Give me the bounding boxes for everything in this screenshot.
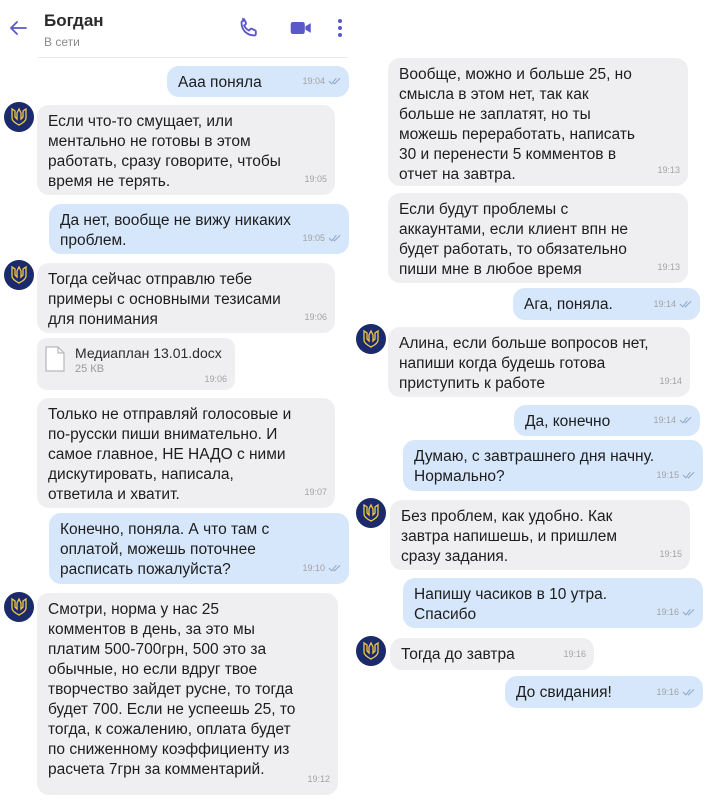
message-bubble[interactable]	[390, 638, 594, 670]
double-check-icon	[682, 688, 695, 696]
message-bubble[interactable]	[167, 66, 349, 97]
message-text: Если будут проблемы с аккаунтами, если клиент впн не будет работать, то обязательно пиши мне в любое время	[399, 201, 629, 278]
message-time: 19:15	[659, 549, 682, 559]
more-vertical-icon[interactable]	[328, 15, 352, 41]
trident-icon	[10, 107, 28, 127]
message-text: Только не отправляй голосовые и по-русски пиши внимательно. И самое главное, НЕ НАДО с ними дискутировать, написала, ответила и хватит.	[48, 406, 292, 503]
message-bubble[interactable]	[388, 58, 688, 186]
message-bubble[interactable]	[49, 204, 349, 254]
message-bubble[interactable]	[388, 327, 690, 397]
message-time: 19:16	[656, 607, 679, 617]
message-text: Напишу часиков в 10 утра. Спасибо	[414, 586, 608, 623]
message-time: 19:14	[653, 415, 676, 425]
file-size: 25 КВ	[75, 363, 105, 375]
message-text: Ага, поняла.	[524, 296, 613, 313]
message-bubble[interactable]	[403, 440, 703, 491]
message-time: 19:15	[656, 470, 679, 480]
double-check-icon	[679, 300, 692, 308]
contact-name[interactable]: Богдан	[44, 11, 104, 30]
contact-status: В сети	[44, 35, 80, 49]
message-time: 19:13	[657, 165, 680, 175]
trident-icon	[10, 265, 28, 285]
message-bubble[interactable]	[37, 105, 335, 195]
message-time: 19:14	[659, 376, 682, 386]
double-check-icon	[328, 77, 341, 85]
message-text: Думаю, с завтрашнего дня начну. Нормально?	[414, 448, 655, 485]
message-time: 19:07	[304, 487, 327, 497]
message-bubble[interactable]	[37, 593, 338, 795]
message-bubble[interactable]	[49, 513, 349, 584]
file-name: Медиаплан 13.01.docx	[75, 345, 222, 361]
double-check-icon	[682, 608, 695, 616]
message-time: 19:05	[302, 233, 325, 243]
message-text: Если что-то смущает, или ментально не готовы в этом работать, сразу говорите, чтобы время не терять.	[48, 113, 281, 190]
trident-icon	[362, 641, 380, 661]
message-time: 19:14	[653, 299, 676, 309]
message-text: Тогда до завтра	[401, 646, 515, 663]
double-check-icon	[328, 564, 341, 572]
avatar[interactable]	[356, 498, 386, 528]
avatar[interactable]	[356, 324, 386, 354]
message-bubble[interactable]	[390, 500, 690, 570]
message-text: Без проблем, как удобно. Как завтра напишешь, и пришлем сразу задания.	[401, 508, 618, 565]
double-check-icon	[682, 471, 695, 479]
message-text: Тогда сейчас отправлю тебе примеры с основными тезисами для понимания	[48, 271, 281, 328]
message-time: 19:05	[304, 174, 327, 184]
trident-icon	[10, 597, 28, 617]
phone-icon[interactable]	[236, 15, 262, 41]
message-bubble[interactable]	[403, 578, 703, 628]
message-time: 19:06	[204, 374, 227, 384]
avatar[interactable]	[4, 102, 34, 132]
avatar[interactable]	[4, 260, 34, 290]
message-text: До свидания!	[516, 684, 612, 701]
trident-icon	[362, 503, 380, 523]
message-time: 19:13	[657, 262, 680, 272]
message-time: 19:06	[304, 312, 327, 322]
message-text: Да нет, вообще не вижу никаких проблем.	[60, 212, 291, 249]
chat-header	[0, 0, 358, 56]
double-check-icon	[679, 416, 692, 424]
document-icon	[45, 346, 65, 372]
message-text: Алина, если больше вопросов нет, напиши когда будешь готова приступить к работе	[399, 335, 649, 392]
message-bubble[interactable]	[514, 405, 700, 436]
message-text: Вообще, можно и больше 25, но смысла в этом нет, так как больше не заплатят, но ты можешь переработать, написать 30 и перенести 5 комментов в отчет на завтра.	[399, 66, 635, 183]
message-text: Смотри, норма у нас 25 комментов в день, за это мы платим 500-700грн, 500 это за обычные, но если вдруг твое творчество зайдет русне, то тогда будет 700. Если не успеешь 25, то тогда, к сожалению, оплата будет по сниженному коэффициенту из расчета 7грн за комментарий.	[48, 601, 296, 778]
message-bubble[interactable]	[505, 676, 703, 708]
trident-icon	[362, 329, 380, 349]
message-bubble[interactable]	[513, 288, 700, 320]
message-time: 19:16	[563, 649, 586, 659]
message-time: 19:12	[307, 774, 330, 784]
message-time: 19:10	[302, 563, 325, 573]
message-text: Конечно, поняла. А что там с оплатой, можешь поточнее расписать пожалуйста?	[60, 521, 270, 578]
message-bubble[interactable]	[388, 193, 688, 283]
message-bubble[interactable]	[37, 263, 335, 333]
message-bubble[interactable]	[37, 398, 335, 508]
video-icon[interactable]	[288, 15, 314, 41]
message-time: 19:16	[656, 687, 679, 697]
message-text: Да, конечно	[525, 413, 611, 430]
header-divider	[38, 57, 348, 58]
back-arrow-icon[interactable]	[6, 16, 30, 40]
avatar[interactable]	[4, 592, 34, 622]
double-check-icon	[328, 234, 341, 242]
avatar[interactable]	[356, 636, 386, 666]
message-time: 19:04	[302, 76, 325, 86]
file-attachment[interactable]	[37, 338, 235, 390]
message-text: Ааа поняла	[178, 74, 262, 91]
